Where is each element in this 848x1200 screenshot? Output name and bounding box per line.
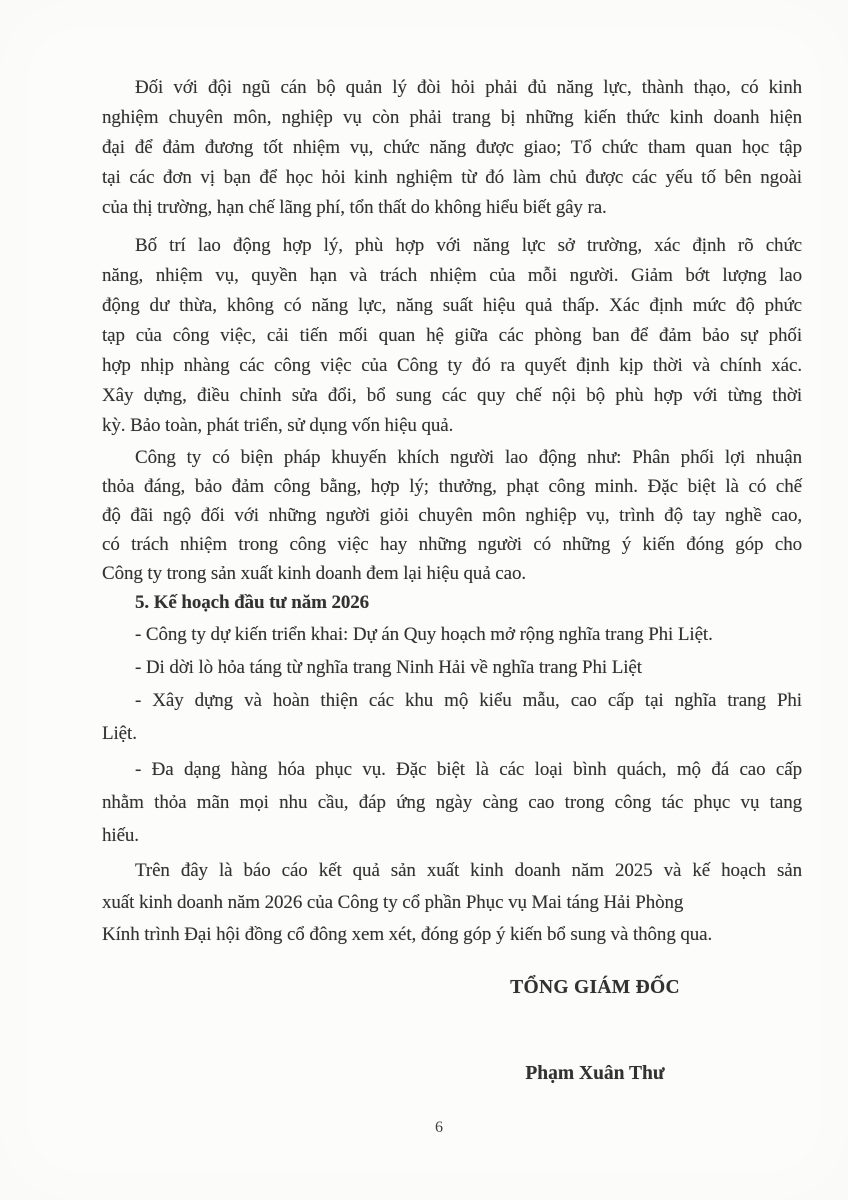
text-line: Kính trình Đại hội đồng cổ đông xem xét, đóng góp ý kiến bổ sung và thông qua.: [102, 924, 713, 945]
text-line: nghiệm chuyên môn, nghiệp vụ còn phải trang bị những kiến thức kinh doanh hiện: [102, 107, 802, 128]
body-paragraph-3: [102, 443, 802, 588]
text-line: kỳ. Bảo toàn, phát triển, sử dụng vốn hiệu quả.: [102, 415, 454, 436]
bullet-item-4: [102, 753, 802, 852]
text-line: động dư thừa, không có năng lực, năng suất hiệu quả thấp. Xác định mức độ phức: [102, 295, 802, 316]
bullet-item-2: [102, 651, 802, 684]
text-line: hiếu.: [102, 825, 139, 846]
body-paragraph-1: [102, 73, 802, 223]
text-line: - Đa dạng hàng hóa phục vụ. Đặc biệt là các loại bình quách, mộ đá cao cấp: [135, 759, 802, 780]
text-line: Liệt.: [102, 723, 137, 744]
text-line: xuất kinh doanh năm 2026 của Công ty cổ phần Phục vụ Mai táng Hải Phòng: [102, 892, 684, 913]
text-line: tạp của công việc, cải tiến mối quan hệ giữa các phòng ban để đảm bảo sự phối: [102, 325, 802, 346]
text-line: có trách nhiệm trong công việc hay những người có những ý kiến đóng góp cho: [102, 534, 802, 555]
section-heading-text: 5. Kế hoạch đầu tư năm 2026: [135, 592, 370, 613]
closing-paragraph: [102, 855, 802, 919]
text-line: đại để đảm đương tốt nhiệm vụ, chức năng được giao; Tổ chức tham quan học tập: [102, 137, 802, 158]
text-line: Trên đây là báo cáo kết quả sản xuất kinh doanh năm 2025 và kế hoạch sản: [135, 860, 802, 881]
text-line: Công ty trong sản xuất kinh doanh đem lại hiệu quả cao.: [102, 563, 527, 584]
signature-block: [450, 973, 740, 1089]
text-line: nhằm thỏa mãn mọi nhu cầu, đáp ứng ngày càng cao trong công tác phục vụ tang: [102, 792, 802, 813]
signature-title: TỔNG GIÁM ĐỐC: [510, 977, 680, 998]
bullet-item-1: [102, 618, 802, 651]
text-line: thỏa đáng, bảo đảm công bằng, hợp lý; thưởng, phạt công minh. Đặc biệt là có chế: [102, 476, 802, 497]
text-line: độ đãi ngộ đối với những người giỏi chuyên môn nghiệp vụ, trình độ tay nghề cao,: [102, 505, 802, 526]
text-line: Xây dựng, điều chỉnh sửa đổi, bổ sung các quy chế nội bộ phù hợp với từng thời: [102, 385, 802, 406]
signatory-name: Phạm Xuân Thư: [525, 1063, 665, 1084]
body-paragraph-2: [102, 231, 802, 441]
text-line: - Di dời lò hỏa táng từ nghĩa trang Ninh Hải về nghĩa trang Phi Liệt: [135, 657, 642, 678]
text-line: tại các đơn vị bạn để học hỏi kinh nghiệm từ đó làm chủ được các yếu tố bên ngoài: [102, 167, 802, 188]
text-line: Đối với đội ngũ cán bộ quản lý đòi hỏi phải đủ năng lực, thành thạo, có kinh: [135, 77, 802, 98]
text-line: của thị trường, hạn chế lãng phí, tổn thất do không hiểu biết gây ra.: [102, 197, 607, 218]
text-line: Bố trí lao động hợp lý, phù hợp với năng lực sở trường, xác định rõ chức: [135, 235, 802, 256]
text-line: - Xây dựng và hoàn thiện các khu mộ kiểu mẫu, cao cấp tại nghĩa trang Phi: [135, 690, 802, 711]
bullet-item-3: [102, 684, 802, 750]
page-footer: [0, 1119, 848, 1137]
text-line: hợp nhịp nhàng các công việc của Công ty đó ra quyết định kịp thời và chính xác.: [102, 355, 802, 376]
page-number: 6: [435, 1119, 443, 1136]
page-body: [102, 73, 802, 1089]
text-line: năng, nhiệm vụ, quyền hạn và trách nhiệm của mỗi người. Giảm bớt lượng lao: [102, 265, 802, 286]
text-line: Công ty có biện pháp khuyến khích người lao động như: Phân phối lợi nhuận: [135, 447, 802, 468]
closing-line: [102, 919, 802, 951]
section-heading: [102, 588, 802, 618]
text-line: - Công ty dự kiến triển khai: Dự án Quy hoạch mở rộng nghĩa trang Phi Liệt.: [135, 624, 713, 645]
